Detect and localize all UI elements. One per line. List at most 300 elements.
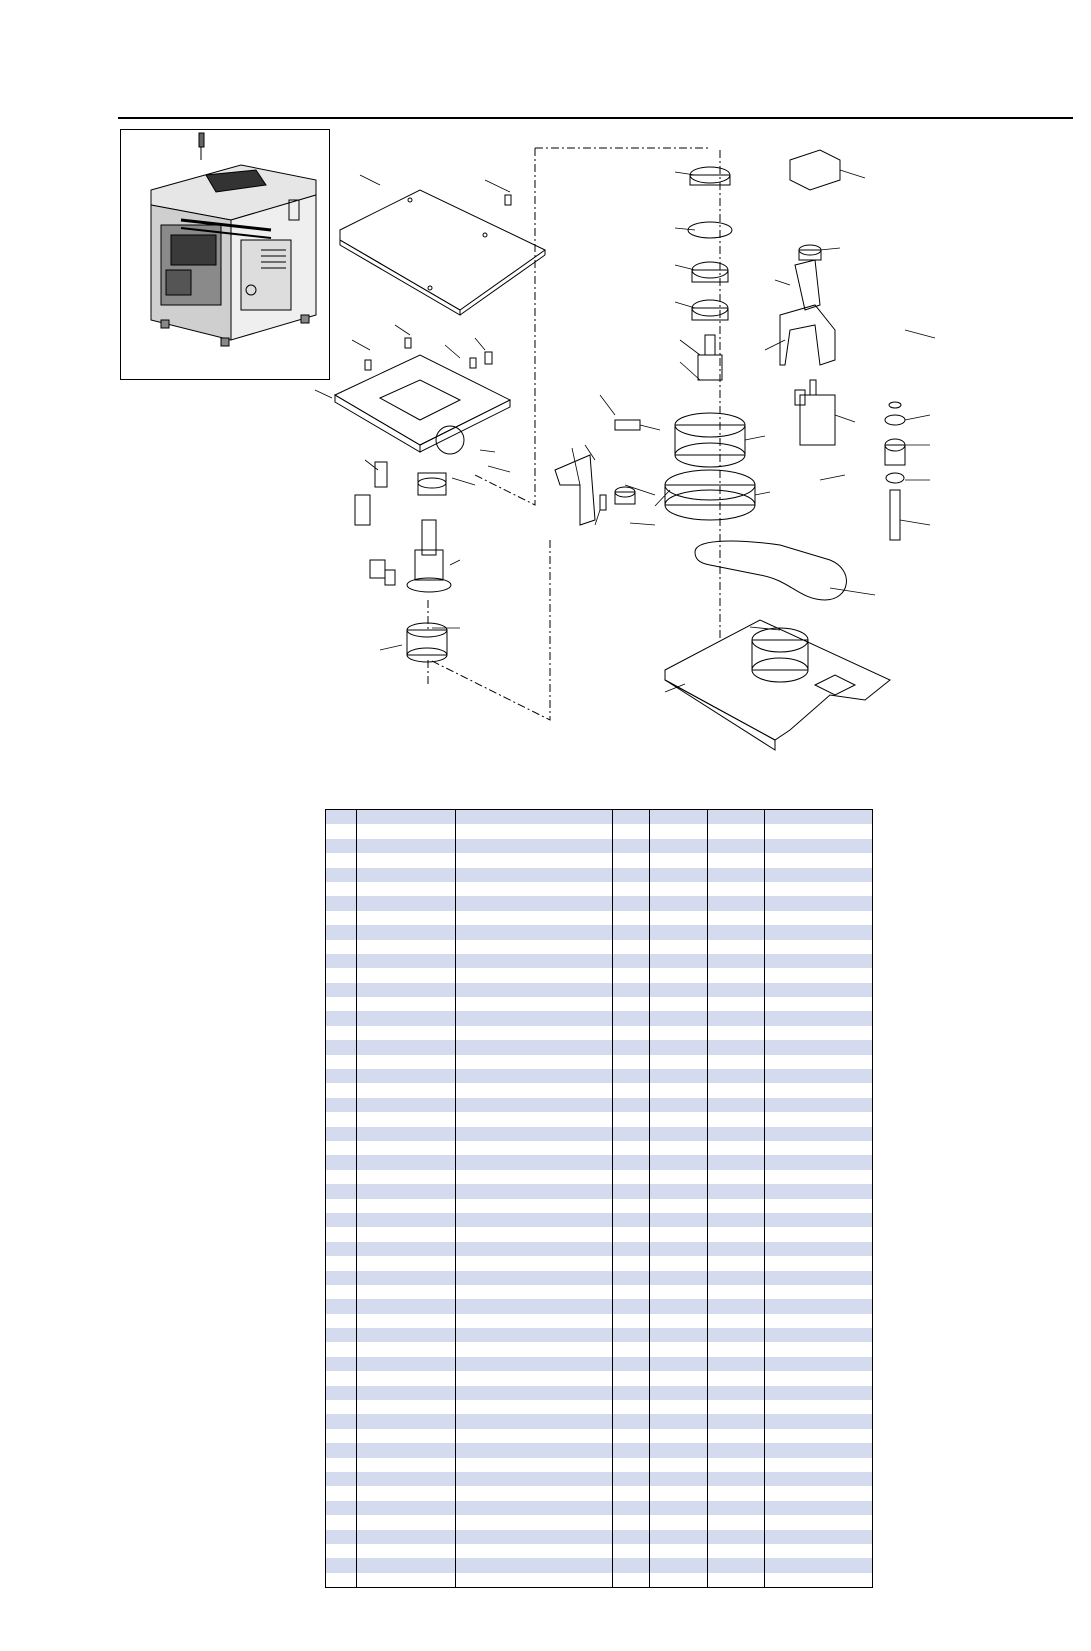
table-cell <box>456 1141 613 1155</box>
table-cell <box>708 839 765 853</box>
table-cell <box>613 1342 650 1356</box>
table-cell <box>650 1285 708 1299</box>
table-cell <box>326 940 357 954</box>
table-cell <box>765 1040 873 1054</box>
table-row <box>326 896 873 910</box>
table-cell <box>765 1026 873 1040</box>
table-cell <box>326 1242 357 1256</box>
table-cell <box>650 1472 708 1486</box>
table-cell <box>708 1213 765 1227</box>
table-cell <box>456 1458 613 1472</box>
table-cell <box>765 1414 873 1428</box>
table-cell <box>650 1573 708 1588</box>
table-cell <box>326 997 357 1011</box>
table-cell <box>456 954 613 968</box>
table-cell <box>650 1199 708 1213</box>
table-cell <box>765 853 873 867</box>
table-cell <box>708 868 765 882</box>
table-cell <box>456 1386 613 1400</box>
table-cell <box>326 911 357 925</box>
table-cell <box>456 896 613 910</box>
table-cell <box>650 1256 708 1270</box>
table-cell <box>456 1055 613 1069</box>
table-row <box>326 1069 873 1083</box>
table-cell <box>708 1515 765 1529</box>
table-cell <box>613 983 650 997</box>
table-cell <box>650 1055 708 1069</box>
table-cell <box>456 1371 613 1385</box>
table-cell <box>708 1458 765 1472</box>
table-cell <box>765 1227 873 1241</box>
table-cell <box>708 1544 765 1558</box>
table-cell <box>613 1486 650 1500</box>
table-cell <box>326 983 357 997</box>
table-cell <box>708 1098 765 1112</box>
table-cell <box>456 839 613 853</box>
table-cell <box>326 1515 357 1529</box>
table-row <box>326 1386 873 1400</box>
table-cell <box>357 1414 456 1428</box>
table-cell <box>326 954 357 968</box>
table-cell <box>765 1155 873 1169</box>
table-cell <box>650 1155 708 1169</box>
table-cell <box>650 1271 708 1285</box>
table-cell <box>765 1256 873 1270</box>
table-cell <box>613 1069 650 1083</box>
table-cell <box>326 1112 357 1126</box>
table-cell <box>326 1573 357 1588</box>
table-cell <box>650 1170 708 1184</box>
table-row <box>326 882 873 896</box>
table-cell <box>765 1400 873 1414</box>
table-row <box>326 1544 873 1558</box>
table-cell <box>613 1112 650 1126</box>
table-cell <box>357 868 456 882</box>
table-cell <box>650 1069 708 1083</box>
table-cell <box>357 1472 456 1486</box>
table-cell <box>650 1141 708 1155</box>
table-cell <box>456 1443 613 1457</box>
table-cell <box>613 824 650 838</box>
table-cell <box>708 954 765 968</box>
table-cell <box>326 1199 357 1213</box>
table-cell <box>765 1098 873 1112</box>
table-cell <box>326 1544 357 1558</box>
table-cell <box>650 1127 708 1141</box>
table-cell <box>326 1357 357 1371</box>
table-cell <box>765 1127 873 1141</box>
table-cell <box>456 1040 613 1054</box>
table-cell <box>650 1386 708 1400</box>
table-cell <box>765 1386 873 1400</box>
table-cell <box>326 1271 357 1285</box>
table-cell <box>613 1285 650 1299</box>
table-cell <box>708 896 765 910</box>
table-cell <box>357 1098 456 1112</box>
table-cell <box>357 1328 456 1342</box>
table-cell <box>613 1472 650 1486</box>
table-cell <box>650 839 708 853</box>
table-cell <box>613 968 650 982</box>
table-cell <box>326 839 357 853</box>
table-cell <box>613 954 650 968</box>
table-cell <box>650 1314 708 1328</box>
table-cell <box>456 824 613 838</box>
table-cell <box>765 1573 873 1588</box>
table-cell <box>613 1357 650 1371</box>
table-cell <box>765 1472 873 1486</box>
table-cell <box>456 1227 613 1241</box>
table-row <box>326 1486 873 1500</box>
table-cell <box>650 1414 708 1428</box>
table-cell <box>613 1429 650 1443</box>
table-cell <box>326 1011 357 1025</box>
table-cell <box>456 1573 613 1588</box>
table-row <box>326 1271 873 1285</box>
table-cell <box>765 997 873 1011</box>
table-cell <box>326 1458 357 1472</box>
table-cell <box>357 1558 456 1572</box>
table-cell <box>357 1055 456 1069</box>
table-cell <box>708 1299 765 1313</box>
table-row <box>326 1170 873 1184</box>
table-cell <box>456 1299 613 1313</box>
table-cell <box>650 1040 708 1054</box>
table-cell <box>613 896 650 910</box>
table-row <box>326 1242 873 1256</box>
table-cell <box>357 1443 456 1457</box>
table-cell <box>326 1141 357 1155</box>
table-cell <box>708 1040 765 1054</box>
table-cell <box>650 1083 708 1097</box>
table-cell <box>613 1055 650 1069</box>
table-cell <box>613 1558 650 1572</box>
table-cell <box>326 1083 357 1097</box>
table-cell <box>765 1242 873 1256</box>
table-cell <box>456 1271 613 1285</box>
table-cell <box>708 1127 765 1141</box>
table-cell <box>765 1083 873 1097</box>
table-cell <box>357 1285 456 1299</box>
table-cell <box>650 1501 708 1515</box>
table-row <box>326 1299 873 1313</box>
table-cell <box>613 1098 650 1112</box>
table-cell <box>357 1271 456 1285</box>
table-cell <box>708 1314 765 1328</box>
table-row <box>326 1098 873 1112</box>
table-cell <box>357 1127 456 1141</box>
table-cell <box>765 1530 873 1544</box>
table-cell <box>765 1429 873 1443</box>
table-cell <box>708 925 765 939</box>
table-cell <box>357 1256 456 1270</box>
table-cell <box>326 1558 357 1572</box>
table-cell <box>613 1155 650 1169</box>
table-cell <box>650 940 708 954</box>
table-cell <box>326 1256 357 1270</box>
table-cell <box>357 1486 456 1500</box>
table-cell <box>765 1184 873 1198</box>
table-cell <box>357 1371 456 1385</box>
table-cell <box>357 1141 456 1155</box>
table-cell <box>650 1558 708 1572</box>
table-cell <box>326 824 357 838</box>
table-cell <box>650 1530 708 1544</box>
table-cell <box>765 882 873 896</box>
table-cell <box>326 1069 357 1083</box>
table-cell <box>326 810 357 825</box>
table-cell <box>326 1530 357 1544</box>
table-cell <box>765 954 873 968</box>
table-cell <box>357 1544 456 1558</box>
table-cell <box>613 1371 650 1385</box>
table-cell <box>650 997 708 1011</box>
table-cell <box>357 1458 456 1472</box>
table-cell <box>357 1040 456 1054</box>
table-row <box>326 1026 873 1040</box>
table-cell <box>765 1271 873 1285</box>
table-cell <box>708 1256 765 1270</box>
table-cell <box>357 1429 456 1443</box>
table-cell <box>613 997 650 1011</box>
table-cell <box>326 1299 357 1313</box>
table-cell <box>357 1184 456 1198</box>
table-cell <box>613 1127 650 1141</box>
table-cell <box>708 1069 765 1083</box>
table-row <box>326 824 873 838</box>
table-cell <box>613 1141 650 1155</box>
machine-overview-inset <box>120 129 330 380</box>
table-cell <box>650 925 708 939</box>
table-cell <box>650 1242 708 1256</box>
table-cell <box>326 1443 357 1457</box>
table-cell <box>765 911 873 925</box>
table-cell <box>765 1069 873 1083</box>
table-cell <box>613 1443 650 1457</box>
table-cell <box>765 1141 873 1155</box>
table-cell <box>357 1069 456 1083</box>
table-cell <box>613 1400 650 1414</box>
table-cell <box>357 1342 456 1356</box>
table-cell <box>708 940 765 954</box>
table-cell <box>765 968 873 982</box>
table-cell <box>357 1155 456 1169</box>
drive-belt <box>695 541 846 600</box>
table-row <box>326 868 873 882</box>
table-cell <box>326 1127 357 1141</box>
table-cell <box>708 1400 765 1414</box>
table-cell <box>456 882 613 896</box>
table-cell <box>613 1314 650 1328</box>
table-cell <box>456 1285 613 1299</box>
table-cell <box>613 1573 650 1588</box>
table-cell <box>650 853 708 867</box>
table-cell <box>765 1328 873 1342</box>
table-cell <box>326 1486 357 1500</box>
table-row <box>326 1127 873 1141</box>
table-cell <box>650 1371 708 1385</box>
table-cell <box>765 925 873 939</box>
table-row <box>326 1573 873 1588</box>
table-cell <box>650 1299 708 1313</box>
table-cell <box>326 925 357 939</box>
table-cell <box>357 1515 456 1529</box>
table-cell <box>765 1314 873 1328</box>
table-cell <box>456 1256 613 1270</box>
table-cell <box>650 824 708 838</box>
table-cell <box>357 1112 456 1126</box>
table-cell <box>650 868 708 882</box>
table-cell <box>456 853 613 867</box>
table-cell <box>456 1530 613 1544</box>
table-cell <box>650 1098 708 1112</box>
table-cell <box>650 1342 708 1356</box>
table-cell <box>765 868 873 882</box>
table-row <box>326 1501 873 1515</box>
table-cell <box>613 1227 650 1241</box>
table-row <box>326 925 873 939</box>
table-cell <box>357 1400 456 1414</box>
table-cell <box>357 1026 456 1040</box>
table-cell <box>708 1443 765 1457</box>
table-cell <box>613 1170 650 1184</box>
table-cell <box>613 940 650 954</box>
table-cell <box>357 1314 456 1328</box>
table-cell <box>326 1285 357 1299</box>
table-cell <box>456 1098 613 1112</box>
table-cell <box>708 1227 765 1241</box>
table-cell <box>357 1011 456 1025</box>
table-cell <box>765 1515 873 1529</box>
table-cell <box>708 1472 765 1486</box>
table-cell <box>650 1213 708 1227</box>
table-cell <box>708 1573 765 1588</box>
table-cell <box>708 997 765 1011</box>
table-row <box>326 1083 873 1097</box>
table-cell <box>456 868 613 882</box>
table-row <box>326 1141 873 1155</box>
table-cell <box>326 868 357 882</box>
table-cell <box>708 1386 765 1400</box>
table-row <box>326 1400 873 1414</box>
table-cell <box>326 1026 357 1040</box>
table-cell <box>326 1386 357 1400</box>
table-cell <box>456 1011 613 1025</box>
table-cell <box>708 1501 765 1515</box>
table-row <box>326 810 873 825</box>
table-row <box>326 1443 873 1457</box>
table-cell <box>357 1501 456 1515</box>
table-row <box>326 1314 873 1328</box>
table-cell <box>613 1040 650 1054</box>
top-cover-plate <box>340 190 545 310</box>
table-cell <box>765 1170 873 1184</box>
table-cell <box>765 1285 873 1299</box>
table-cell <box>650 1544 708 1558</box>
table-row <box>326 1328 873 1342</box>
table-cell <box>326 1040 357 1054</box>
table-cell <box>708 968 765 982</box>
table-cell <box>456 1184 613 1198</box>
table-cell <box>613 810 650 825</box>
table-cell <box>456 1472 613 1486</box>
table-cell <box>765 1443 873 1457</box>
table-cell <box>708 1414 765 1428</box>
table-cell <box>456 983 613 997</box>
table-cell <box>708 1558 765 1572</box>
table-cell <box>708 1112 765 1126</box>
table-cell <box>765 1213 873 1227</box>
table-row <box>326 1040 873 1054</box>
table-cell <box>357 968 456 982</box>
table-cell <box>650 954 708 968</box>
table-cell <box>357 940 456 954</box>
table-cell <box>357 983 456 997</box>
machine-overview-icon <box>121 130 329 379</box>
table-cell <box>650 1486 708 1500</box>
table-cell <box>765 824 873 838</box>
table-row <box>326 853 873 867</box>
table-cell <box>765 896 873 910</box>
table-cell <box>765 1199 873 1213</box>
table-cell <box>613 882 650 896</box>
table-cell <box>650 1227 708 1241</box>
table-cell <box>613 1328 650 1342</box>
table-row <box>326 1184 873 1198</box>
table-cell <box>765 940 873 954</box>
table-row <box>326 1472 873 1486</box>
table-row <box>326 940 873 954</box>
table-row <box>326 983 873 997</box>
table-cell <box>650 1184 708 1198</box>
table-cell <box>326 1328 357 1342</box>
table-cell <box>326 1184 357 1198</box>
table-row <box>326 1256 873 1270</box>
table-cell <box>765 839 873 853</box>
table-cell <box>326 882 357 896</box>
table-cell <box>326 1170 357 1184</box>
table-cell <box>613 1544 650 1558</box>
table-row <box>326 1227 873 1241</box>
table-cell <box>613 1271 650 1285</box>
table-cell <box>613 853 650 867</box>
table-cell <box>765 1342 873 1356</box>
table-cell <box>765 1112 873 1126</box>
table-cell <box>613 1011 650 1025</box>
table-cell <box>456 1400 613 1414</box>
table-cell <box>326 1400 357 1414</box>
table-cell <box>708 882 765 896</box>
table-row <box>326 1342 873 1356</box>
table-row <box>326 1112 873 1126</box>
table-cell <box>456 1314 613 1328</box>
table-cell <box>357 839 456 853</box>
table-cell <box>765 1011 873 1025</box>
table-cell <box>765 1486 873 1500</box>
table-cell <box>357 954 456 968</box>
table-cell <box>650 1011 708 1025</box>
table-cell <box>650 1112 708 1126</box>
table-cell <box>613 1386 650 1400</box>
table-cell <box>613 1083 650 1097</box>
table-row <box>326 968 873 982</box>
table-cell <box>456 1486 613 1500</box>
table-cell <box>326 1098 357 1112</box>
table-cell <box>650 1328 708 1342</box>
table-cell <box>357 853 456 867</box>
table-cell <box>708 1357 765 1371</box>
table-cell <box>326 1371 357 1385</box>
